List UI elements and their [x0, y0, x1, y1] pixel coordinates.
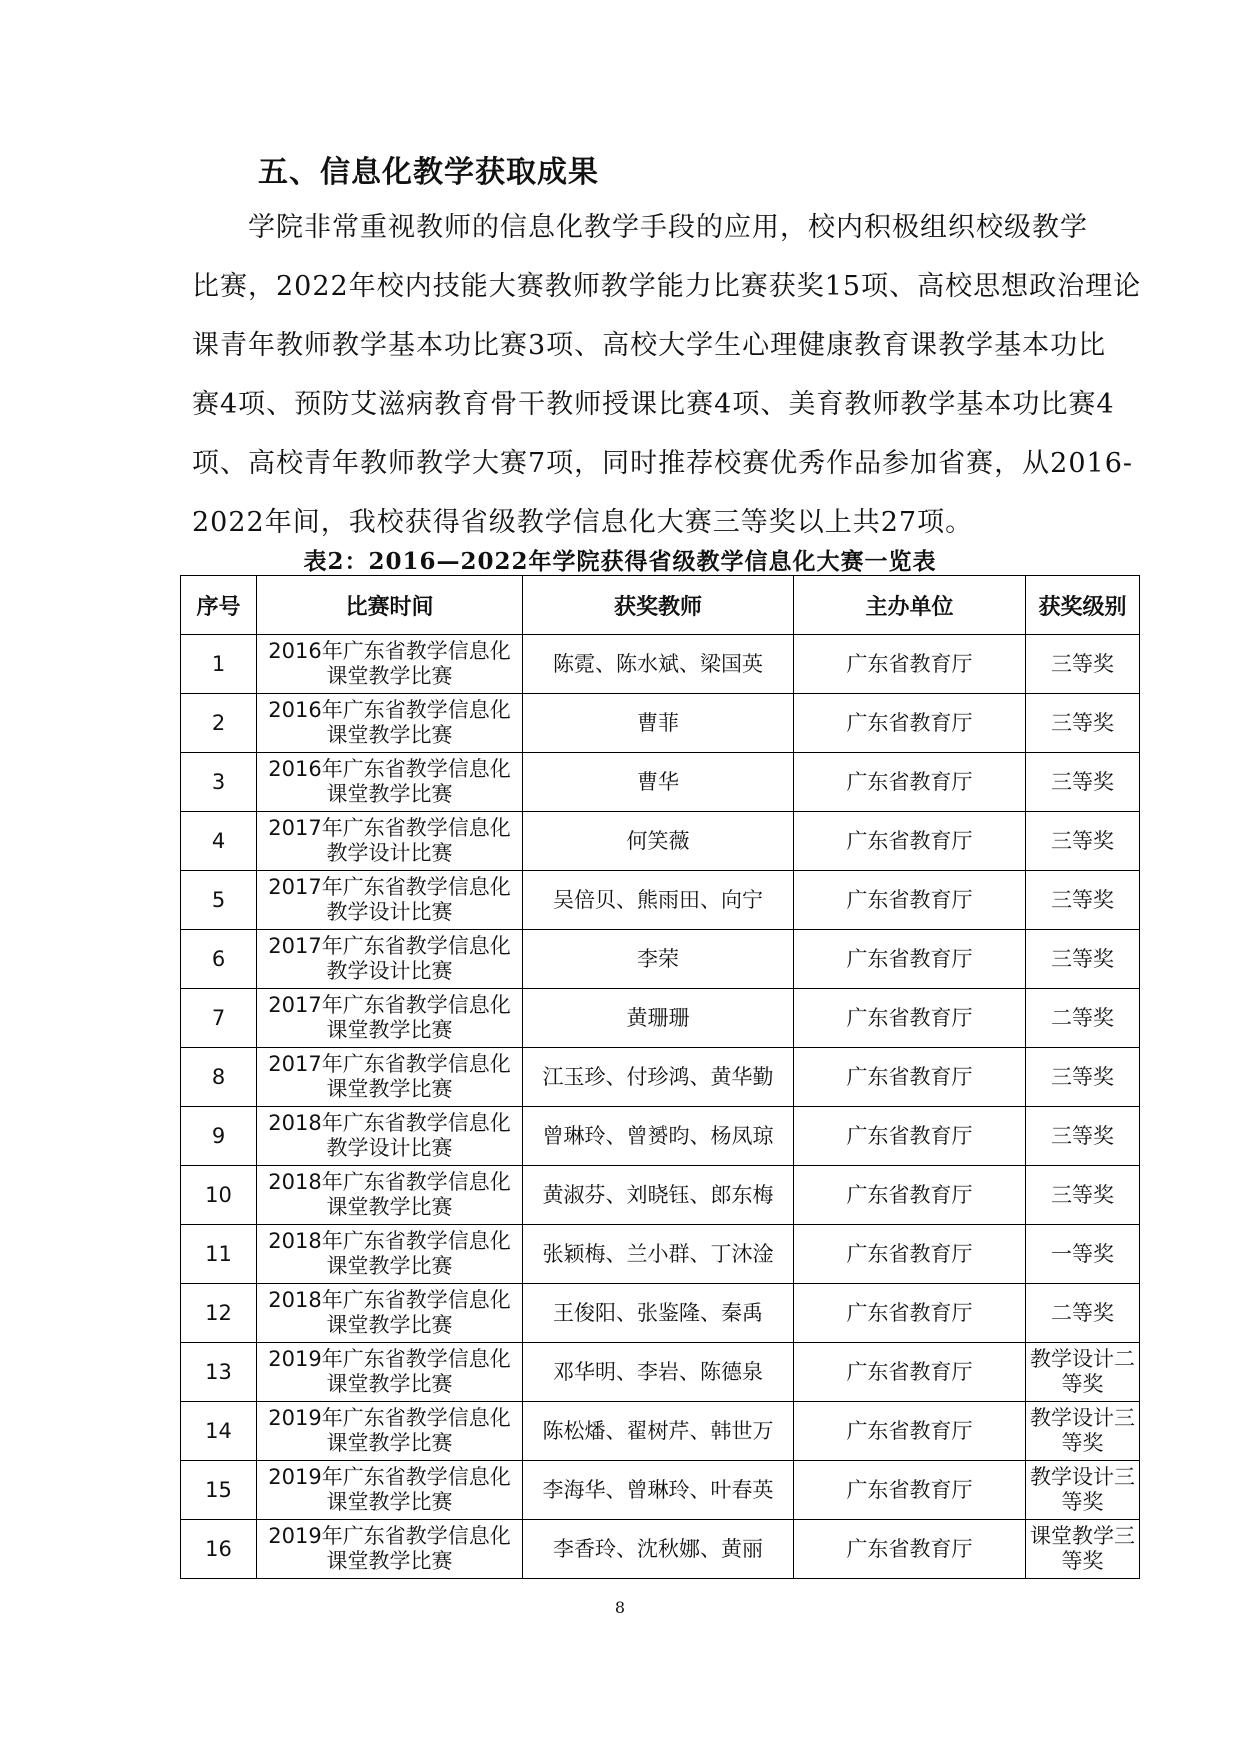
cell-contest	[257, 753, 523, 812]
row-number: 3	[211, 769, 226, 794]
cell-level	[1026, 989, 1140, 1048]
table-row	[181, 1107, 1140, 1166]
organizer-name: 广东省教育厅	[846, 887, 973, 912]
contest-line-1: 2019年广东省教学信息化	[268, 1347, 511, 1371]
cell-contest	[257, 1107, 523, 1166]
cell-teachers	[523, 812, 794, 871]
contest-line-1: 2019年广东省教学信息化	[268, 1524, 511, 1548]
award-level-line-2: 等奖	[1061, 1372, 1104, 1396]
contest-line-1: 2016年广东省教学信息化	[268, 757, 511, 781]
table-row	[181, 1520, 1140, 1579]
cell-contest	[257, 1461, 523, 1520]
cell-no	[181, 1520, 257, 1579]
teacher-names: 李海华、曾琳玲、叶春英	[542, 1477, 774, 1502]
cell-no	[181, 1402, 257, 1461]
cell-teachers	[523, 1284, 794, 1343]
cell-teachers	[523, 871, 794, 930]
cell-no	[181, 812, 257, 871]
table-header-row	[181, 576, 1140, 635]
page-number: 8	[614, 1598, 626, 1617]
cell-contest	[257, 930, 523, 989]
organizer-name: 广东省教育厅	[846, 1477, 973, 1502]
contest-line-1: 2018年广东省教学信息化	[268, 1288, 511, 1312]
cell-organizer	[794, 1284, 1026, 1343]
award-level-line-1: 教学设计三	[1030, 1406, 1135, 1430]
organizer-name: 广东省教育厅	[846, 769, 973, 794]
teacher-names: 曾琳玲、曾赟昀、杨凤琼	[542, 1123, 774, 1148]
organizer-name: 广东省教育厅	[846, 651, 973, 676]
header-level: 获奖级别	[1026, 576, 1140, 635]
contest-line-1: 2017年广东省教学信息化	[268, 875, 511, 899]
contest-line-1: 2018年广东省教学信息化	[268, 1170, 511, 1194]
row-number: 11	[205, 1241, 232, 1266]
cell-no	[181, 930, 257, 989]
table-row	[181, 871, 1140, 930]
organizer-name: 广东省教育厅	[846, 946, 973, 971]
cell-level	[1026, 1402, 1140, 1461]
header-no: 序号	[181, 576, 257, 635]
cell-no	[181, 1166, 257, 1225]
cell-teachers	[523, 1225, 794, 1284]
teacher-names: 陈霓、陈水斌、梁国英	[553, 651, 763, 676]
row-number: 8	[211, 1064, 226, 1089]
cell-level	[1026, 930, 1140, 989]
cell-organizer	[794, 753, 1026, 812]
contest-line-2: 课堂教学比赛	[326, 1431, 453, 1455]
table-row	[181, 1461, 1140, 1520]
row-number: 7	[211, 1005, 226, 1030]
table-row	[181, 812, 1140, 871]
contest-line-1: 2017年广东省教学信息化	[268, 1052, 511, 1076]
cell-teachers	[523, 694, 794, 753]
cell-organizer	[794, 1225, 1026, 1284]
cell-teachers	[523, 753, 794, 812]
cell-no	[181, 1284, 257, 1343]
header-contest: 比赛时间	[257, 576, 523, 635]
organizer-name: 广东省教育厅	[846, 1123, 973, 1148]
cell-teachers	[523, 1520, 794, 1579]
paragraph-line: 项、高校青年教师教学大赛7项，同时推荐校赛优秀作品参加省赛，从2016-	[192, 448, 1134, 479]
organizer-name: 广东省教育厅	[846, 1064, 973, 1089]
contest-line-2: 课堂教学比赛	[326, 1018, 453, 1042]
row-number: 9	[211, 1123, 226, 1148]
teacher-names: 张颖梅、兰小群、丁沐淦	[542, 1241, 774, 1266]
cell-level	[1026, 871, 1140, 930]
paragraph-line: 2022年间，我校获得省级教学信息化大赛三等奖以上共27项。	[192, 507, 974, 538]
paragraph-line: 学院非常重视教师的信息化教学手段的应用，校内积极组织校级教学	[248, 212, 1088, 243]
cell-no	[181, 1107, 257, 1166]
award-level-line-2: 等奖	[1061, 1549, 1104, 1573]
award-level-line-1: 课堂教学三	[1030, 1524, 1135, 1548]
teacher-names: 吴倍贝、熊雨田、向宁	[553, 887, 763, 912]
teacher-names: 何笑薇	[626, 828, 690, 853]
cell-contest	[257, 1225, 523, 1284]
cell-no	[181, 635, 257, 694]
cell-level	[1026, 1343, 1140, 1402]
cell-organizer	[794, 930, 1026, 989]
row-number: 10	[205, 1182, 232, 1207]
teacher-names: 曹华	[637, 769, 679, 794]
body-paragraph	[192, 198, 1150, 552]
cell-contest	[257, 694, 523, 753]
cell-organizer	[794, 635, 1026, 694]
cell-contest	[257, 989, 523, 1048]
award-level-line-1: 三等奖	[1051, 887, 1114, 912]
cell-level	[1026, 1284, 1140, 1343]
cell-organizer	[794, 694, 1026, 753]
award-level-line-1: 三等奖	[1051, 1182, 1114, 1207]
contest-line-1: 2019年广东省教学信息化	[268, 1465, 511, 1489]
table-row	[181, 753, 1140, 812]
contest-line-1: 2017年广东省教学信息化	[268, 816, 511, 840]
row-number: 4	[211, 828, 226, 853]
teacher-names: 邓华明、李岩、陈德泉	[553, 1359, 763, 1384]
cell-contest	[257, 1343, 523, 1402]
cell-organizer	[794, 1166, 1026, 1225]
contest-line-1: 2018年广东省教学信息化	[268, 1111, 511, 1135]
award-level-line-1: 教学设计二	[1030, 1347, 1135, 1371]
cell-contest	[257, 1166, 523, 1225]
cell-organizer	[794, 1343, 1026, 1402]
cell-contest	[257, 1402, 523, 1461]
cell-level	[1026, 812, 1140, 871]
row-number: 16	[205, 1536, 232, 1561]
paragraph-line: 课青年教师教学基本功比赛3项、高校大学生心理健康教育课教学基本功比	[192, 330, 1107, 361]
row-number: 1	[211, 651, 226, 676]
teacher-names: 黄淑芬、刘晓钰、郎东梅	[542, 1182, 774, 1207]
table-row	[181, 1402, 1140, 1461]
contest-line-1: 2017年广东省教学信息化	[268, 934, 511, 958]
cell-level	[1026, 753, 1140, 812]
award-level-line-1: 三等奖	[1051, 769, 1114, 794]
contest-line-2: 课堂教学比赛	[326, 782, 453, 806]
teacher-names: 黄珊珊	[626, 1005, 690, 1030]
cell-teachers	[523, 1166, 794, 1225]
contest-line-2: 课堂教学比赛	[326, 1549, 453, 1573]
contest-line-1: 2019年广东省教学信息化	[268, 1406, 511, 1430]
section-heading: 五、信息化教学获取成果	[258, 155, 599, 190]
teacher-names: 王俊阳、张鉴隆、秦禹	[553, 1300, 763, 1325]
header-organizer: 主办单位	[794, 576, 1026, 635]
organizer-name: 广东省教育厅	[846, 1300, 973, 1325]
table-row	[181, 1225, 1140, 1284]
table-body	[181, 635, 1140, 1579]
cell-level	[1026, 1461, 1140, 1520]
cell-contest	[257, 1048, 523, 1107]
cell-teachers	[523, 930, 794, 989]
contest-line-2: 教学设计比赛	[326, 959, 453, 983]
cell-organizer	[794, 1461, 1026, 1520]
cell-level	[1026, 1225, 1140, 1284]
cell-organizer	[794, 989, 1026, 1048]
contest-line-2: 教学设计比赛	[326, 1136, 453, 1160]
contest-line-1: 2017年广东省教学信息化	[268, 993, 511, 1017]
paragraph-line: 比赛，2022年校内技能大赛教师教学能力比赛获奖15项、高校思想政治理论	[192, 271, 1142, 302]
contest-line-2: 课堂教学比赛	[326, 1313, 453, 1337]
cell-level	[1026, 1166, 1140, 1225]
organizer-name: 广东省教育厅	[846, 1241, 973, 1266]
row-number: 15	[205, 1477, 232, 1502]
contest-line-2: 课堂教学比赛	[326, 1195, 453, 1219]
cell-organizer	[794, 1107, 1026, 1166]
table-row	[181, 989, 1140, 1048]
paragraph-line: 赛4项、预防艾滋病教育骨干教师授课比赛4项、美育教师教学基本功比赛4	[192, 389, 1115, 420]
contest-line-2: 课堂教学比赛	[326, 1490, 453, 1514]
table-row	[181, 694, 1140, 753]
award-level-line-1: 三等奖	[1051, 828, 1114, 853]
award-level-line-1: 三等奖	[1051, 710, 1114, 735]
contest-line-2: 课堂教学比赛	[326, 1254, 453, 1278]
award-level-line-2: 等奖	[1061, 1431, 1104, 1455]
cell-teachers	[523, 1107, 794, 1166]
contest-line-2: 课堂教学比赛	[326, 723, 453, 747]
row-number: 14	[205, 1418, 232, 1443]
organizer-name: 广东省教育厅	[846, 710, 973, 735]
cell-no	[181, 1461, 257, 1520]
teacher-names: 陈松燔、翟树芹、韩世万	[542, 1418, 774, 1443]
cell-no	[181, 694, 257, 753]
teacher-names: 曹菲	[637, 710, 679, 735]
cell-no	[181, 871, 257, 930]
cell-level	[1026, 1107, 1140, 1166]
row-number: 12	[205, 1300, 232, 1325]
cell-contest	[257, 871, 523, 930]
awards-table	[180, 575, 1140, 1579]
cell-teachers	[523, 1343, 794, 1402]
cell-teachers	[523, 1461, 794, 1520]
award-level-line-1: 三等奖	[1051, 1123, 1114, 1148]
cell-teachers	[523, 1048, 794, 1107]
cell-teachers	[523, 1402, 794, 1461]
cell-organizer	[794, 1048, 1026, 1107]
table-caption: 表2：2016—2022年学院获得省级教学信息化大赛一览表	[303, 548, 937, 575]
award-level-line-1: 二等奖	[1051, 1005, 1114, 1030]
table-row	[181, 1048, 1140, 1107]
row-number: 5	[211, 887, 226, 912]
award-level-line-1: 三等奖	[1051, 1064, 1114, 1089]
cell-no	[181, 1225, 257, 1284]
contest-line-1: 2016年广东省教学信息化	[268, 639, 511, 663]
cell-contest	[257, 1284, 523, 1343]
cell-level	[1026, 1520, 1140, 1579]
cell-level	[1026, 1048, 1140, 1107]
contest-line-2: 教学设计比赛	[326, 900, 453, 924]
contest-line-2: 教学设计比赛	[326, 841, 453, 865]
award-level-line-1: 三等奖	[1051, 946, 1114, 971]
award-level-line-1: 教学设计三	[1030, 1465, 1135, 1489]
table-row	[181, 930, 1140, 989]
cell-teachers	[523, 989, 794, 1048]
cell-level	[1026, 635, 1140, 694]
cell-contest	[257, 635, 523, 694]
table-row	[181, 1166, 1140, 1225]
row-number: 6	[211, 946, 226, 971]
cell-organizer	[794, 871, 1026, 930]
cell-organizer	[794, 1402, 1026, 1461]
contest-line-2: 课堂教学比赛	[326, 1077, 453, 1101]
organizer-name: 广东省教育厅	[846, 828, 973, 853]
teacher-names: 李香玲、沈秋娜、黄丽	[553, 1536, 763, 1561]
teacher-names: 江玉珍、付珍鸿、黄华勤	[542, 1064, 774, 1089]
cell-contest	[257, 1520, 523, 1579]
award-level-line-1: 一等奖	[1051, 1241, 1114, 1266]
row-number: 13	[205, 1359, 232, 1384]
organizer-name: 广东省教育厅	[846, 1536, 973, 1561]
organizer-name: 广东省教育厅	[846, 1359, 973, 1384]
award-level-line-1: 二等奖	[1051, 1300, 1114, 1325]
contest-line-1: 2016年广东省教学信息化	[268, 698, 511, 722]
organizer-name: 广东省教育厅	[846, 1182, 973, 1207]
organizer-name: 广东省教育厅	[846, 1418, 973, 1443]
cell-no	[181, 1048, 257, 1107]
cell-organizer	[794, 1520, 1026, 1579]
row-number: 2	[211, 710, 226, 735]
contest-line-2: 课堂教学比赛	[326, 664, 453, 688]
organizer-name: 广东省教育厅	[846, 1005, 973, 1030]
award-level-line-1: 三等奖	[1051, 651, 1114, 676]
header-teachers: 获奖教师	[523, 576, 794, 635]
table-row	[181, 635, 1140, 694]
cell-no	[181, 1343, 257, 1402]
contest-line-1: 2018年广东省教学信息化	[268, 1229, 511, 1253]
cell-contest	[257, 812, 523, 871]
table-row	[181, 1284, 1140, 1343]
table-row	[181, 1343, 1140, 1402]
cell-no	[181, 989, 257, 1048]
award-level-line-2: 等奖	[1061, 1490, 1104, 1514]
cell-no	[181, 753, 257, 812]
cell-teachers	[523, 635, 794, 694]
teacher-names: 李荣	[637, 946, 679, 971]
cell-level	[1026, 694, 1140, 753]
contest-line-2: 课堂教学比赛	[326, 1372, 453, 1396]
cell-organizer	[794, 812, 1026, 871]
